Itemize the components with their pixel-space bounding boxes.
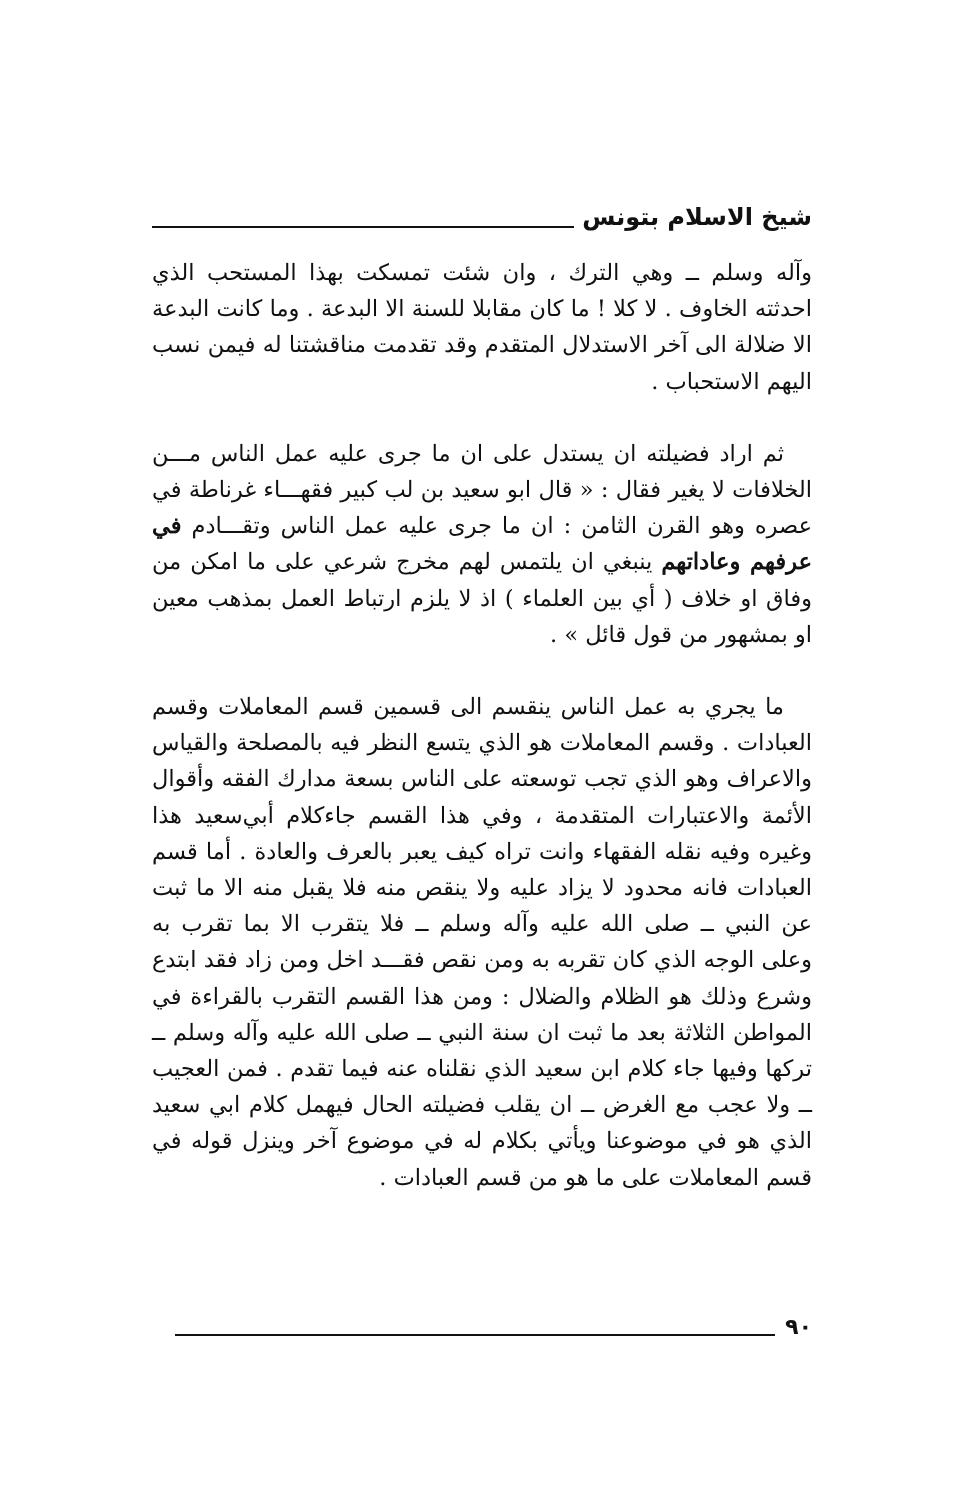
paragraph-1: وآله وسلم ــ وهي الترك ، وان شئت تمسكت بهذا المستحب الذي احدثته الخاوف . لا كلا ! ما كان مقابلا للسنة الا البدعة . وما كانت البدعة الا ضلالة الى آخر الاستدلال المتقدم وقد تقدمت مناقشتنا له فيمن نسب اليهم الاستحباب . — [152, 260, 812, 395]
footer-rule — [175, 1334, 775, 1336]
paragraph-2-bold-phrase: في عرفهم وعاداتهم — [152, 513, 812, 576]
paragraph-3: ما يجري به عمل الناس ينقسم الى قسمين قسم المعاملات وقسم العبادات . وقسم المعاملات هو الذي يتسع النظر فيه بالمصلحة والقياس والاعراف وهو الذي تجب توسعته على الناس بسعة مدارك الفقه وأقوال الأئمة والاعتبارات المتقدمة ، وفي هذا القسم جاءكلام أبي‌سعيد هذا وغيره وفيه نقله الفقهاء وانت تراه كيف يعبر بالعرف والعادة . أما قسم العبادات فانه محدود لا يزاد عليه ولا ينقص منه فلا يقبل منه الا ما ثبت عن النبي ــ صلى الله عليه وآله وسلم ــ فلا يتقرب الا بما تقرب به وعلى الوجه الذي كان تقربه به ومن نقص فقـــد اخل ومن زاد فقد ابتدع وشرع وذلك هو الظلام والضلال : ومن هذا القسم التقرب بالقراءة في المواطن الثلاثة بعد ما ثبت ان سنة النبي ــ صلى الله عليه وآله وسلم ــ تركها وفيها جاء كلام ابن سعيد الذي نقلناه عنه فيما تقدم . فمن العجيب ــ ولا عجب مع الغرض ــ ان يقلب فضيلته الحال فيهمل كلام ابي سعيد الذي هو في موضوعنا ويأتي بكلام له في موضوع آخر وينزل قوله في قسم المعاملات على ما هو من قسم العبادات . — [152, 694, 812, 1191]
paragraph-2-text-before: ثم اراد فضيلته ان يستدل على ان ما جرى عليه عمل الناس مـــن الخلافات لا يغير فقال : « قال ابو سعيد بن لب كبير فقهـــاء غرناطة في عصره وهو القرن الثامن : ان ما جرى عليه عمل الناس وتقـــادم — [152, 440, 812, 540]
header-rule — [152, 226, 574, 228]
running-header-title: شيخ الاسلام بتونس — [582, 203, 812, 231]
running-header — [152, 192, 812, 232]
paragraph-2 — [152, 436, 812, 653]
page-number: ٩٠ — [785, 1315, 812, 1340]
body-text — [152, 255, 812, 1196]
page-footer — [152, 1302, 812, 1342]
paragraph-2-text-after: ينبغي ان يلتمس لهم مخرج شرعي على ما امكن من وفاق او خلاف ( أي بين العلماء ) اذ لا يلزم ارتباط العمل بمذهب معين او بمشهور من قول قائل » . — [152, 549, 812, 648]
